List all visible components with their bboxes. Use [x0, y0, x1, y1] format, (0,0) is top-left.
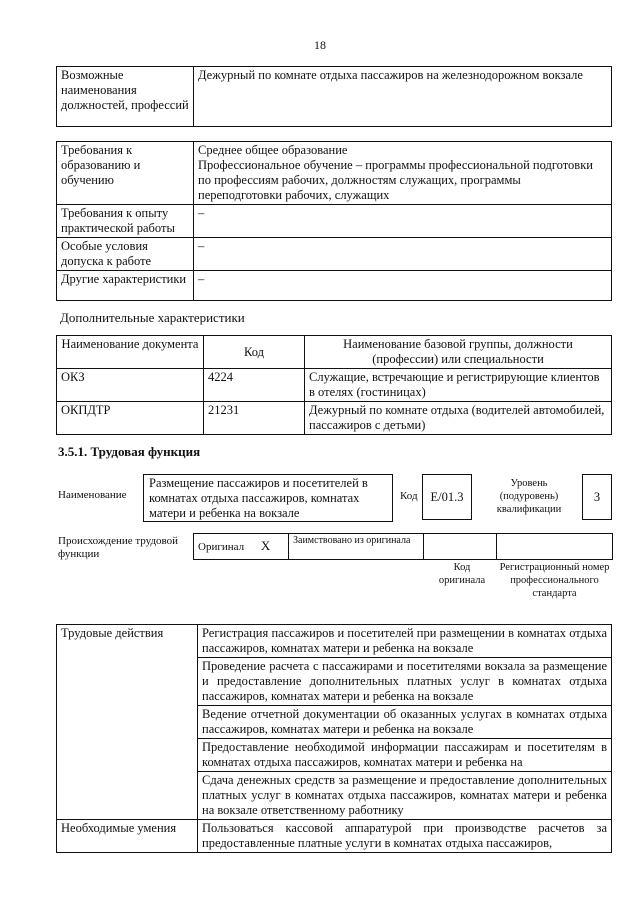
- education-value: [194, 142, 612, 205]
- function-level-label: Уровень (подуровень) квалификации: [496, 478, 562, 515]
- additional-row-2-name: Дежурный по комнате отдыха (водителей автомобилей, пассажиров с детьми): [305, 402, 612, 435]
- conditions-label: Особые условия допуска к работе: [57, 238, 194, 271]
- function-level-box: 3: [582, 474, 612, 520]
- origin-code-cell: [424, 534, 497, 560]
- additional-table: [56, 335, 612, 435]
- additional-title: Дополнительные характеристики: [60, 310, 245, 325]
- additional-row-2-code: 21231: [204, 402, 305, 435]
- page-number: 18: [314, 38, 326, 52]
- origin-original-cell: [194, 534, 289, 560]
- action-item-2: Проведение расчета с пассажирами и посетителями вокзала за размещение и предоставление дополнительных платных услуг в комнатах отдыха пассажиров, комнатах матери и ребенка на вокзале: [198, 658, 612, 706]
- additional-row-1-name: Служащие, встречающие и регистрирующие клиентов в отелях (гостиницах): [305, 369, 612, 402]
- experience-label: Требования к опыту практической работы: [57, 205, 194, 238]
- origin-table: [193, 533, 613, 560]
- action-item-1: Регистрация пассажиров и посетителей при размещении в комнатах отдыха пассажиров, комнатах матери и ребенка на вокзале: [198, 625, 612, 658]
- additional-row-1-doc: ОКЗ: [57, 369, 204, 402]
- possible-titles-value: Дежурный по комнате отдыха пассажиров на железнодорожном вокзале: [194, 67, 612, 127]
- function-code-label: Код: [400, 490, 418, 502]
- requirements-table: [56, 141, 612, 301]
- other-value: –: [194, 271, 612, 301]
- experience-value: –: [194, 205, 612, 238]
- actions-table: [56, 624, 612, 853]
- additional-row-2-doc: ОКПДТР: [57, 402, 204, 435]
- origin-original-mark: X: [260, 538, 271, 553]
- additional-header-name: Наименование базовой группы, должности (профессии) или специальности: [305, 336, 612, 369]
- origin-original-label: Оригинал: [198, 541, 245, 553]
- skill-item-1: Пользоваться кассовой аппаратурой при производстве расчетов за предоставленные платные услуги в комнатах отдыха пассажиров,: [198, 820, 612, 853]
- education-line-2: Профессиональное обучение – программы профессиональной подготовки по профессиям рабочих, должностям служащих, программы переподготовки рабочих, служащих: [198, 158, 593, 202]
- origin-reg-cell: [497, 534, 613, 560]
- skills-label: Необходимые умения: [57, 820, 198, 853]
- conditions-value: –: [194, 238, 612, 271]
- origin-label: Происхождение трудовой функции: [58, 535, 179, 560]
- action-item-5: Сдача денежных средств за размещение и предоставление дополнительных платных услуг в комнатах отдыха пассажиров, комнатах матери и ребенка на вокзале ответственному работнику: [198, 772, 612, 820]
- function-title: 3.5.1. Трудовая функция: [58, 444, 201, 459]
- education-label: Требования к образованию и обучению: [57, 142, 194, 205]
- other-label: Другие характеристики: [57, 271, 194, 301]
- actions-label: Трудовые действия: [57, 625, 198, 820]
- additional-header-doc: Наименование документа: [57, 336, 204, 369]
- function-name-label: Наименование: [58, 489, 127, 501]
- reg-number-label: Регистрационный номер профессионального стандарта: [499, 562, 610, 599]
- additional-header-code: Код: [204, 336, 305, 369]
- code-original-label: Код оригинала: [438, 562, 486, 586]
- possible-titles-table: [56, 66, 612, 127]
- function-code-box: E/01.3: [422, 474, 472, 520]
- function-name-box: Размещение пассажиров и посетителей в комнатах отдыха пассажиров, комнатах матери и ребенка на вокзале: [143, 474, 393, 522]
- action-item-3: Ведение отчетной документации об оказанных услугах в комнатах отдыха пассажиров, комнатах матери и ребенка на вокзале: [198, 706, 612, 739]
- education-line-1: Среднее общее образование: [198, 143, 348, 157]
- additional-row-1-code: 4224: [204, 369, 305, 402]
- origin-borrowed-label: Заимствовано из оригинала: [289, 534, 424, 560]
- possible-titles-label: Возможные наименования должностей, профессий: [57, 67, 194, 127]
- action-item-4: Предоставление необходимой информации пассажирам и посетителям в комнатах отдыха пассажиров, комнатах матери и ребенка на: [198, 739, 612, 772]
